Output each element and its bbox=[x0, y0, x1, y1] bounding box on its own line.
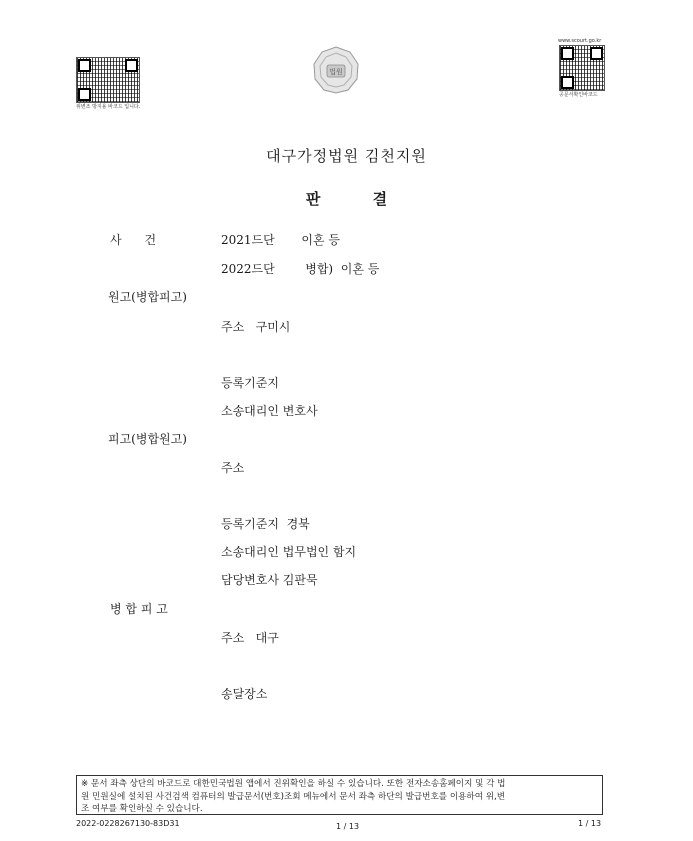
page-number-right: 1 / 13 bbox=[578, 819, 602, 828]
page-number-center: 1 / 13 bbox=[336, 822, 360, 831]
plaintiff-registered-domicile: 등록기준지 bbox=[221, 376, 279, 390]
left-verification-barcode bbox=[76, 57, 140, 103]
case-label: 사 건 bbox=[110, 233, 157, 247]
plaintiff-label: 원고(병합피고) bbox=[108, 290, 187, 304]
verification-notice bbox=[76, 775, 603, 815]
defendant-attorney: 소송대리인 법무법인 함지 bbox=[221, 545, 357, 559]
defendant-address: 주소 bbox=[221, 461, 245, 475]
court-emblem-icon bbox=[310, 44, 362, 96]
plaintiff-attorney: 소송대리인 변호사 bbox=[221, 404, 318, 418]
issue-number: 2022-0228267130-83D31 bbox=[76, 819, 180, 828]
notice-line-2: 원 민원실에 설치된 사건검색 컴퓨터의 발급문서(번호)조회 메뉴에서 문서 좌측 하단의 발급번호를 이용하여 위,변 bbox=[81, 791, 506, 802]
joint-defendant-delivery: 송달장소 bbox=[221, 687, 268, 701]
joint-defendant-label: 병 합 피 고 bbox=[110, 602, 168, 616]
defendant-label: 피고(병합원고) bbox=[108, 432, 187, 446]
case-number-1: 2021드단 이혼 등 bbox=[221, 233, 341, 247]
scourt-url: www.scourt.go.kr bbox=[558, 38, 602, 44]
defendant-registered-domicile: 등록기준지 경북 bbox=[221, 517, 310, 531]
notice-line-3: 조 여부를 확인하실 수 있습니다. bbox=[81, 804, 203, 814]
right-verification-qr bbox=[559, 45, 605, 91]
emblem-text: 법원 bbox=[329, 68, 343, 76]
left-barcode-caption: 위변조 방지용 바코드 입니다. bbox=[76, 104, 141, 110]
case-number-2: 2022드단 병합) 이혼 등 bbox=[221, 262, 380, 276]
document-title: 판 결 bbox=[305, 190, 388, 208]
plaintiff-address: 주소 구미시 bbox=[221, 320, 291, 334]
joint-defendant-address: 주소 대구 bbox=[221, 631, 279, 645]
notice-line-1: ※ 문서 좌측 상단의 바코드로 대한민국법원 앱에서 진위확인을 하실 수 있습니다. 또한 전자소송홈페이지 및 각 법 bbox=[81, 779, 506, 789]
court-name: 대구가정법원 김천지원 bbox=[266, 147, 427, 165]
right-qr-caption: 공문서확인바코드 bbox=[559, 92, 598, 98]
defendant-lawyer: 담당변호사 김판묵 bbox=[221, 573, 318, 587]
